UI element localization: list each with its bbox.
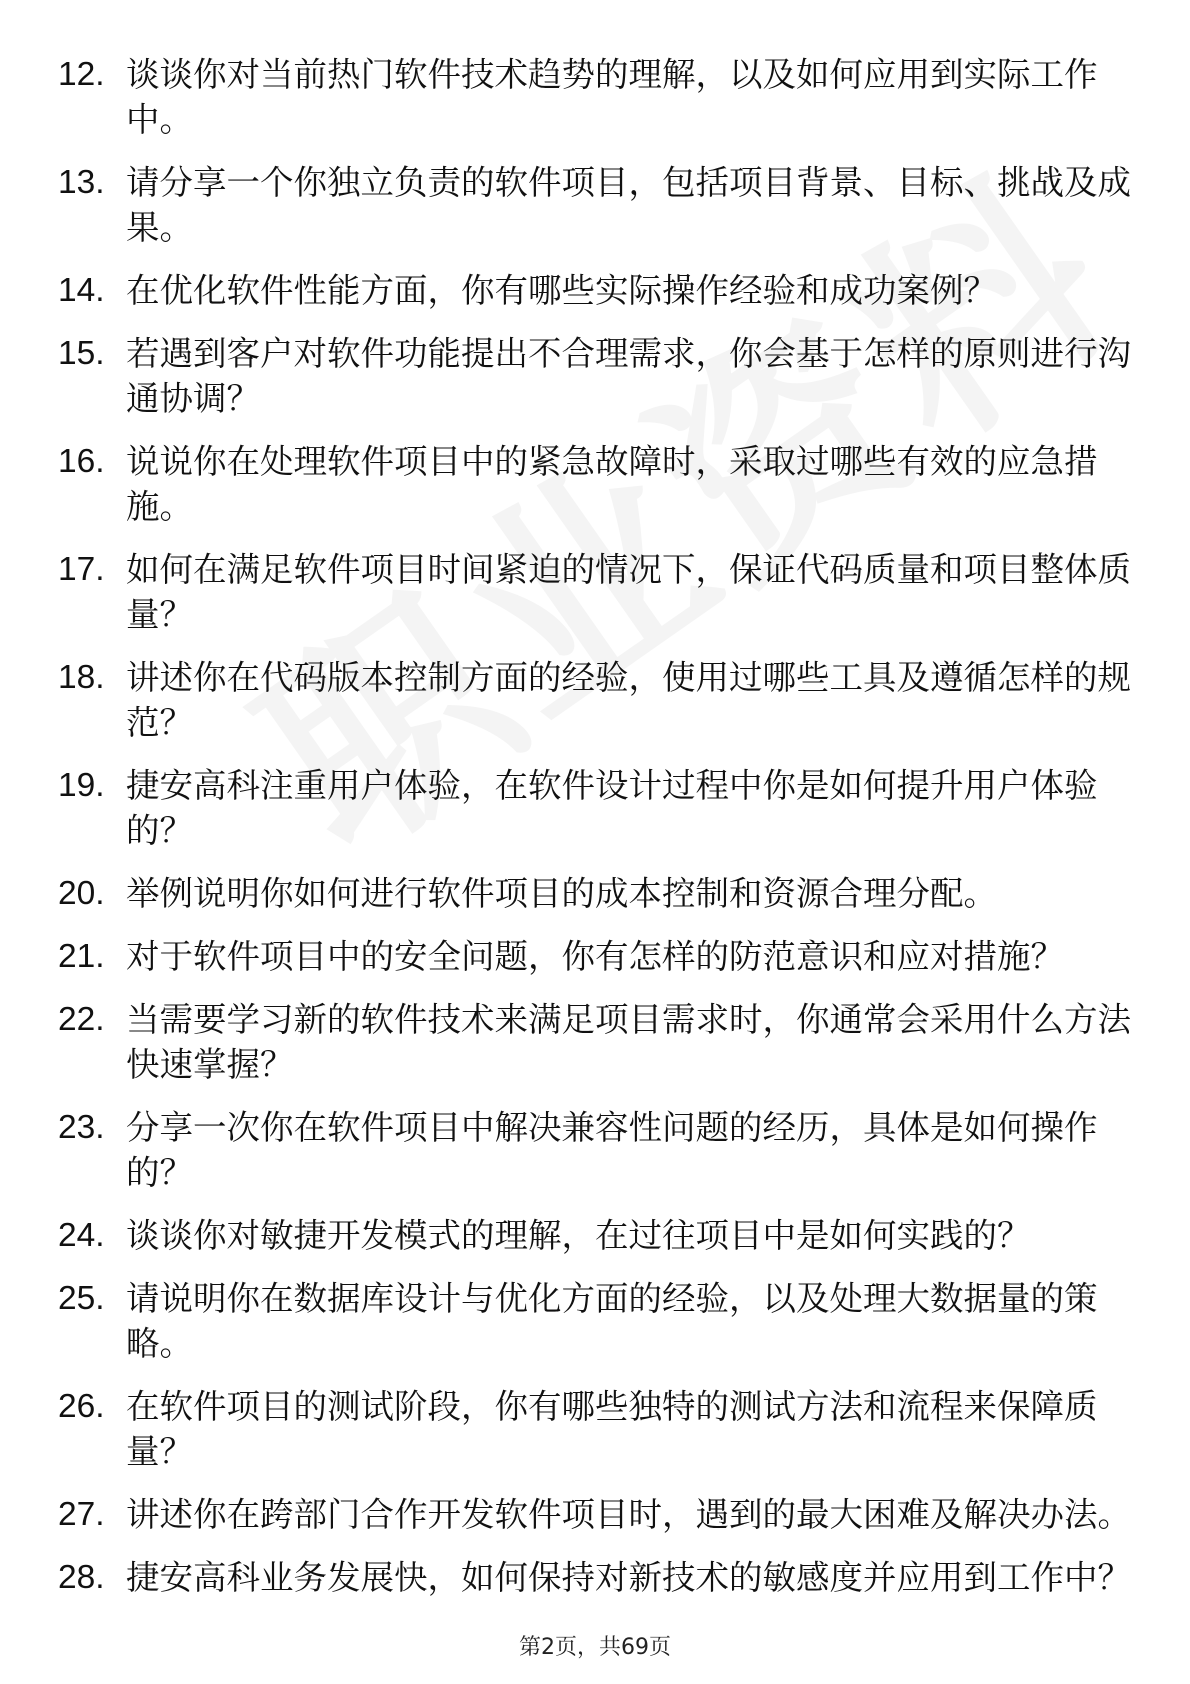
question-text: 若遇到客户对软件功能提出不合理需求，你会基于怎样的原则进行沟通协调？: [126, 334, 1131, 418]
question-text: 请说明你在数据库设计与优化方面的经验，以及处理大数据量的策略。: [126, 1279, 1098, 1363]
question-item: [58, 1492, 1138, 1537]
question-text: 谈谈你对敏捷开发模式的理解，在过往项目中是如何实践的？: [126, 1216, 1031, 1255]
question-number: 18.: [58, 659, 105, 696]
question-number: 25.: [58, 1280, 105, 1317]
page-number-label: 第2页，共69页: [519, 1635, 671, 1660]
question-number: 26.: [58, 1388, 105, 1425]
question-item: [58, 1384, 1138, 1474]
question-number: 15.: [58, 335, 105, 372]
question-text: 谈谈你对当前热门软件技术趋势的理解，以及如何应用到实际工作中。: [126, 55, 1098, 139]
question-text: 在优化软件性能方面，你有哪些实际操作经验和成功案例？: [126, 271, 997, 310]
question-number: 24.: [58, 1217, 105, 1254]
question-number: 16.: [58, 443, 105, 480]
question-item: [58, 52, 1138, 142]
question-item: [58, 763, 1138, 853]
question-text: 捷安高科注重用户体验，在软件设计过程中你是如何提升用户体验的？: [126, 766, 1098, 850]
question-item: [58, 934, 1138, 979]
question-text: 对于软件项目中的安全问题，你有怎样的防范意识和应对措施？: [126, 937, 1064, 976]
question-text: 如何在满足软件项目时间紧迫的情况下，保证代码质量和项目整体质量？: [126, 550, 1131, 634]
question-number: 17.: [58, 551, 105, 588]
question-number: 21.: [58, 938, 105, 975]
question-number: 27.: [58, 1496, 105, 1533]
question-item: [58, 1555, 1138, 1600]
question-item: [58, 439, 1138, 529]
question-number: 28.: [58, 1559, 105, 1596]
question-item: [58, 871, 1138, 916]
question-item: [58, 1105, 1138, 1195]
question-text: 在软件项目的测试阶段，你有哪些独特的测试方法和流程来保障质量？: [126, 1387, 1098, 1471]
question-text: 当需要学习新的软件技术来满足项目需求时，你通常会采用什么方法快速掌握？: [126, 1000, 1131, 1084]
page-footer: [0, 1630, 1190, 1661]
question-text: 举例说明你如何进行软件项目的成本控制和资源合理分配。: [126, 874, 997, 913]
question-number: 23.: [58, 1109, 105, 1146]
question-text: 讲述你在跨部门合作开发软件项目时，遇到的最大困难及解决办法。: [126, 1495, 1131, 1534]
question-text: 分享一次你在软件项目中解决兼容性问题的经历，具体是如何操作的？: [126, 1108, 1098, 1192]
question-item: [58, 655, 1138, 745]
question-number: 22.: [58, 1001, 105, 1038]
question-text: 捷安高科业务发展快，如何保持对新技术的敏感度并应用到工作中？: [126, 1558, 1131, 1597]
question-number: 19.: [58, 767, 105, 804]
question-item: [58, 268, 1138, 313]
question-item: [58, 997, 1138, 1087]
question-item: [58, 331, 1138, 421]
question-number: 20.: [58, 875, 105, 912]
question-item: [58, 547, 1138, 637]
question-item: [58, 1276, 1138, 1366]
question-text: 请分享一个你独立负责的软件项目，包括项目背景、目标、挑战及成果。: [126, 163, 1131, 247]
question-text: 说说你在处理软件项目中的紧急故障时，采取过哪些有效的应急措施。: [126, 442, 1098, 526]
question-text: 讲述你在代码版本控制方面的经验，使用过哪些工具及遵循怎样的规范？: [126, 658, 1131, 742]
question-number: 13.: [58, 164, 105, 201]
question-item: [58, 1213, 1138, 1258]
question-number: 14.: [58, 272, 105, 309]
question-item: [58, 160, 1138, 250]
question-list: [58, 52, 1138, 1618]
question-number: 12.: [58, 56, 105, 93]
